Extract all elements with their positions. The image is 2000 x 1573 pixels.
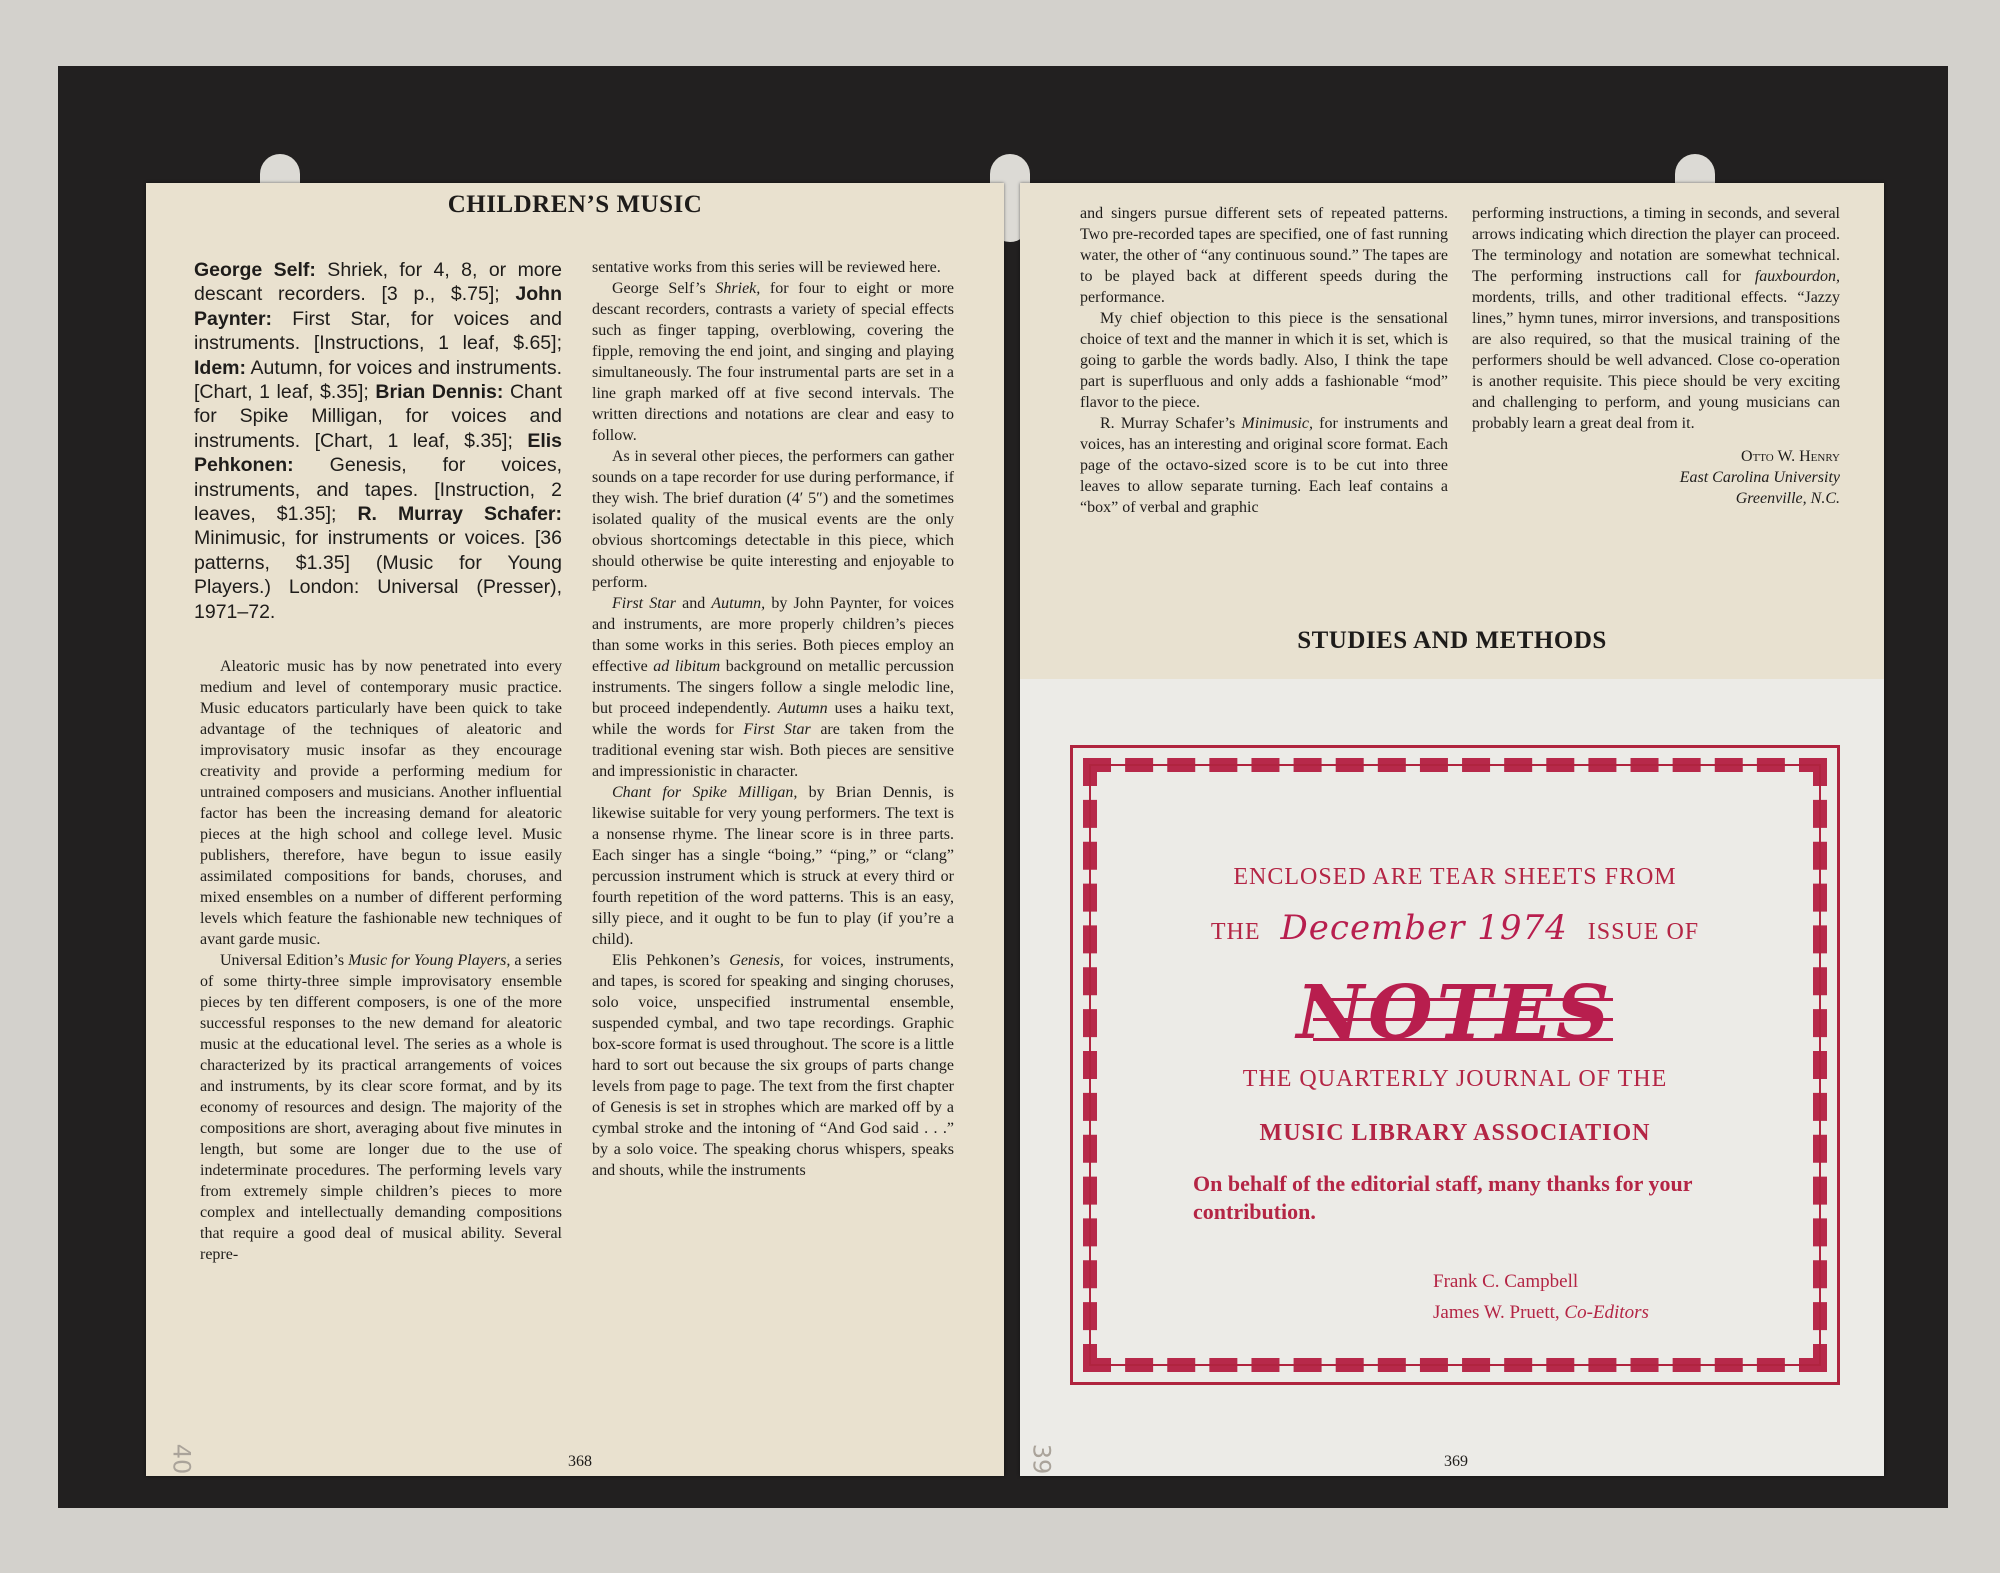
review-column-3 xyxy=(1080,203,1448,518)
pencil-annotation: 39 xyxy=(1027,1443,1056,1475)
paragraph: sentative works from this series will be reviewed here. xyxy=(592,259,941,276)
paragraph: R. Murray Schafer’s Minimusic, for instruments and voices, has an interesting and original score format. Each page of the octavo-sized score is to be cut into three leaves to allow separate turning. Each leaf contains a “box” of verbal and graphic xyxy=(1080,415,1449,516)
reviewer-affiliation: East Carolina University xyxy=(1679,469,1840,486)
stamp-issue-line: THE December 1974 ISSUE OF xyxy=(1210,908,1700,948)
stamp-editors: Frank C. Campbell James W. Pruett, Co-Editors xyxy=(1433,1271,1649,1323)
paragraph: Chant for Spike Milligan, by Brian Dennis, is likewise suitable for very young performers. The text is a nonsense rhyme. The linear score is in three parts. Each singer has a single “boing,” “ping,” or “clang” percussion instrument which is struck at every third or fourth repetition of the word patterns. This is an easy, silly piece, and it ought to be fun to play (if you’re a child). xyxy=(592,784,955,948)
stamp-quarterly-line: THE QUARTERLY JOURNAL OF THE xyxy=(1242,1066,1668,1092)
pencil-annotation: 40 xyxy=(167,1443,196,1475)
paragraph: performing instructions, a timing in seconds, and several arrows indicating which direction the player can proceed. The terminology and notation are somewhat technical. The performing instructions call for fauxbourdon, mordents, trills, and other traditional effects. “Jazzy lines,” hymn tunes, mirror inversions, and transpositions are also required, so that the musical training of the performers should be well advanced. Close co-operation is another requisite. This piece should be very exciting and challenging to perform, and young musicians can probably learn a great deal from it. xyxy=(1472,205,1840,432)
review-column-4 xyxy=(1472,203,1840,509)
page-number: 368 xyxy=(568,1453,592,1470)
reviewer-location: Greenville, N.C. xyxy=(1735,490,1840,507)
paragraph: Universal Edition’s Music for Young Players, a series of some thirty-three simple improvisatory ensemble pieces by ten different composers, is one of the more successful responses to the new demand for aleatoric music at the educational level. The series as a whole is characterized by its practical arrangements of voices and instruments, by its clear score format, and by its economy of resources and design. The majority of the compositions are short, averaging about five minutes in length, but some are longer due to the use of indeterminate procedures. The performing levels vary from extremely simple children’s pieces to more complex and intellectually demanding compositions that require a good deal of musical ability. Several repre- xyxy=(200,952,563,1263)
paragraph: Elis Pehkonen’s Genesis, for voices, instruments, and tapes, is scored for speaking and singing choruses, solo voice, unspecified instrumental ensemble, suspended cymbal, and two tape recordings. Graphic box-score format is used throughout. The score is a little hard to sort out because the six groups of parts change levels from page to page. The text from the first chapter of Genesis is set in strophes which are marked off by a cymbal stroke and the intoning of “And God said . . .” by a solo voice. The speaking chorus whispers, speaks and shouts, while the instruments xyxy=(592,952,954,1179)
review-column-2 xyxy=(592,257,954,1181)
paragraph: My chief objection to this piece is the sensational choice of text and the manner in which it is set, which is going to garble the words badly. Also, I think the tape part is superfluous and only adds a fashionable “mod” flavor to the piece. xyxy=(1080,310,1448,411)
stamp-association-name: MUSIC LIBRARY ASSOCIATION xyxy=(1259,1120,1651,1146)
stamp-thanks: On behalf of the editorial staff, many thanks for your contribution. xyxy=(1193,1171,1693,1224)
section-title-childrens-music: CHILDREN’S MUSIC xyxy=(447,191,703,218)
page-number: 369 xyxy=(1444,1453,1468,1470)
paragraph: First Star and Autumn, by John Paynter, for voices and instruments, are more properly children’s pieces than some works in this series. Both pieces employ an effective ad libitum background on metallic percussion instruments. The singers follow a single melodic line, but proceed independently. Autumn uses a haiku text, while the words for First Star are taken from the traditional evening star wish. Both pieces are sensitive and impressionistic in character. xyxy=(592,595,954,780)
review-citation: George Self: Shriek, for 4, 8, or more descant recorders. [3 p., $.75]; John Paynter: First Star, for voices and instruments. [Instructions, 1 leaf, $.65]; Idem: Autumn, for voices and instruments. [Chart, 1 leaf, $.35]; Brian Dennis: Chant for Spike Milligan, for voices and instruments. [Chart, 1 leaf, $.35]; Elis Pehkonen: Genesis, for voices, instruments, and tapes. [Instruction, 2 leaves, $1.35]; R. Murray Schafer: Minimusic, for instruments or voices. [36 patterns, $1.35] (Music for Young Players.) London: Universal (Presser), 1971–72. xyxy=(194,259,562,623)
review-column-1 xyxy=(200,656,562,1265)
paragraph: Aleatoric music has by now penetrated into every medium and level of contemporary music practice. Music educators particularly have been quick to take advantage of the techniques of aleatoric and improvisatory music insofar as they encourage creativity and provide a performing medium for untrained composers and musicians. Another influential factor has been the increasing demand for aleatoric pieces at the high school and college level. Music publishers, therefore, have begun to issue easily assimilated compositions for bands, choruses, and mixed ensembles on a number of different performing levels which feature the fashionable new techniques of avant garde music. xyxy=(200,658,562,948)
stamp-enclosed-line: ENCLOSED ARE TEAR SHEETS FROM xyxy=(1233,864,1677,890)
section-title-studies-and-methods: STUDIES AND METHODS xyxy=(1297,627,1607,654)
tear-sheet-stamp xyxy=(1070,745,1840,1385)
handwritten-issue-date: December 1974 xyxy=(1280,908,1568,948)
paragraph: and singers pursue different sets of repeated patterns. Two pre-recorded tapes are specified, one of fast running water, the other of “any continuous sound.” The tapes are to be played back at different speeds during the performance. xyxy=(1080,205,1448,306)
paragraph: George Self’s Shriek, for four to eight or more descant recorders, contrasts a variety of special effects such as finger tapping, overblowing, covering the fipple, removing the end joint, and singing and playing simultaneously. The four instrumental parts are set in a line graph marked off at five second intervals. The written directions and notations are clear and easy to follow. xyxy=(592,280,955,444)
reviewer-name: Otto W. Henry xyxy=(1741,448,1840,465)
notes-logo: NOTES xyxy=(1296,970,1614,1056)
page-368 xyxy=(146,183,1004,1476)
paragraph: As in several other pieces, the performers can gather sounds on a tape recorder for use during performance, if they wish. The brief duration (4′ 5″) and the sometimes isolated quality of the musical events are the only obvious shortcomings detectable in this piece, which should otherwise be quite interesting and enjoyable to perform. xyxy=(592,448,954,591)
reviewer-signature xyxy=(1472,446,1840,509)
page-369 xyxy=(1020,183,1884,1476)
